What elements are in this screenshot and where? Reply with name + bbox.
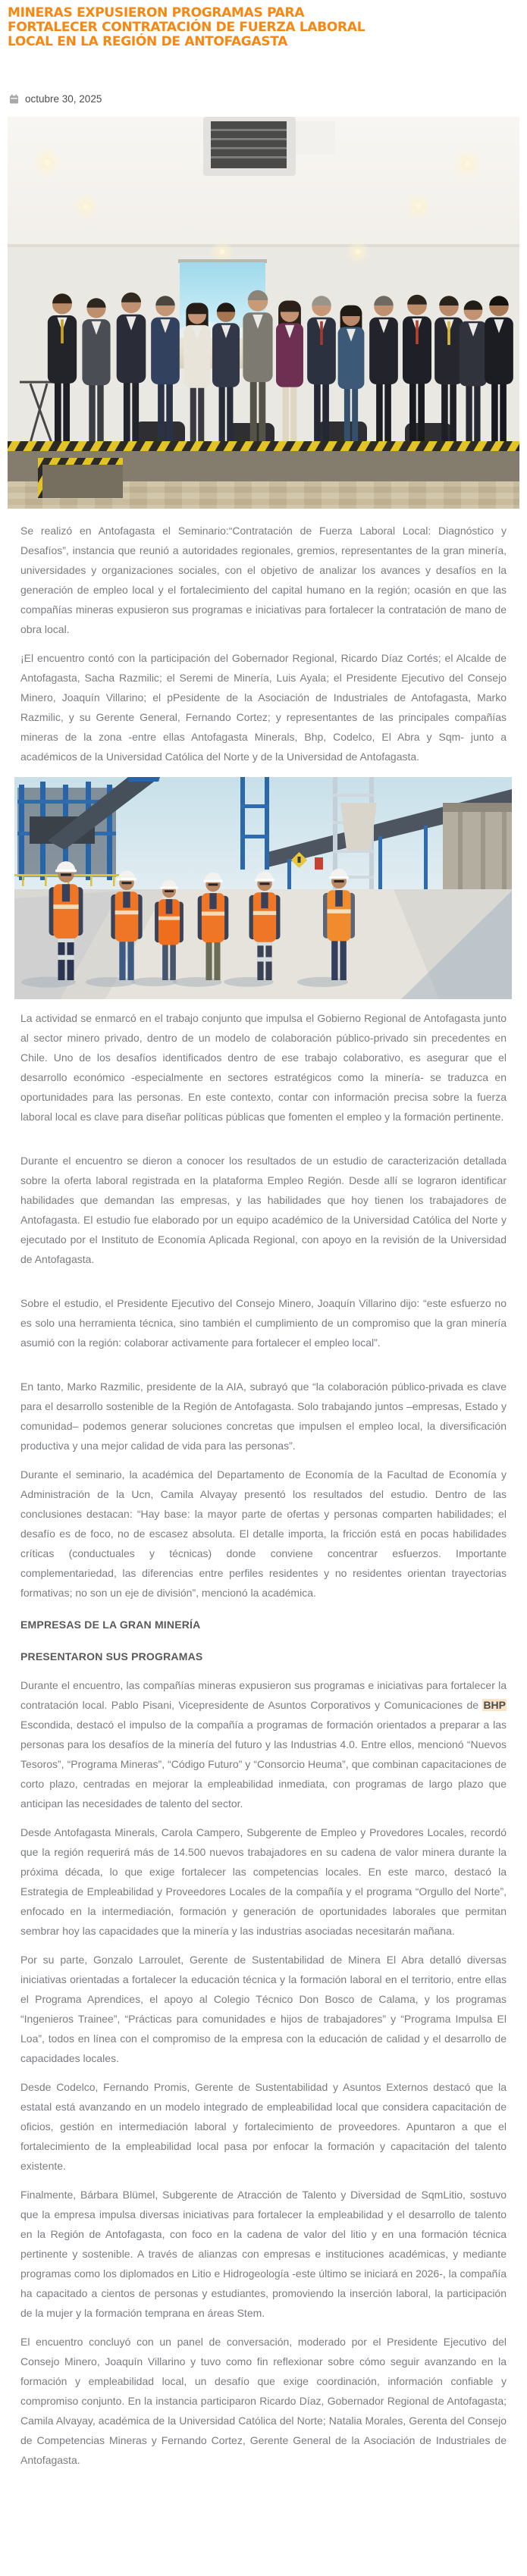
- section-heading: PRESENTARON SUS PROGRAMAS: [20, 1650, 203, 1662]
- building-right: [443, 803, 512, 891]
- hazard-tape-strip: [8, 441, 519, 451]
- bhp-text-before: Durante el encuentro, las compañías mineras expusieron sus programas e iniciativas para fortalecer la contratación local. Pablo Pisani, Vicepresidente de Asuntos Corporativos y Comunicaciones de: [20, 1679, 507, 1711]
- paragraph: Desde Antofagasta Minerals, Carola Campero, Subgerente de Empleo y Provedores Locales, recordó que la región requerirá más de 14.500 nuevos trabajadores en su cadena de valor minera durante la próxima década, lo que exige fortalecer las competencias locales. En este marco, destacó la Estrategia de Empleabilidad y Proveedores Locales de la compañía y el programa “Orgullo del Norte”, enfocado en la intermediación, formación y generación de oportunidades laborales que permitan sembrar hoy las capacidades que la minería y las industrias asociadas necesitarán mañana.: [20, 1826, 507, 1937]
- seminar-group-photo: [8, 117, 519, 509]
- paragraph: Se realizó en Antofagasta el Seminario:“Contratación de Fuerza Laboral Local: Diagnóstico y Desafíos”, instancia que reunió a autoridades regionales, gremios, representantes de la gran minería, universidades y organizaciones sociales, con el objetivo de analizar los avances y desafíos en la generación de empleo local y el fortalecimiento del capital humano en la región; ocasión en que las compañías mineras expusieron sus programas e iniciativas para fortalecer la contratación de mano de obra local.: [20, 525, 507, 635]
- post-date-label: octubre 30, 2025: [25, 93, 102, 105]
- section-heading: EMPRESAS DE LA GRAN MINERÍA: [20, 1619, 201, 1631]
- paragraph: La actividad se enmarcó en el trabajo conjunto que impulsa el Gobierno Regional de Antofagasta junto al sector minero privado, dentro de un modelo de colaboración público-privado sin precedentes en Chile. Uno de los desafíos identificados dentro de ese trabajo colaborativo, es asegurar que el desarrollo económico -especialmente en sectores estratégicos como la minería- se traduzca en oportunidades para las personas. En este contexto, contar con información precisa sobre la fuerza laboral local es clave para diseñar políticas públicas que fomenten el empleo y la formación pertinente.: [20, 1012, 507, 1123]
- title-line: LOCAL EN LA REGIÓN DE ANTOFAGASTA: [8, 34, 288, 49]
- paragraph: El encuentro concluyó con un panel de conversación, moderado por el Presidente Ejecutivo del Consejo Minero, Joaquín Villarino y tuvo como fin reflexionar sobre cómo seguir avanzando en la formación y empleabilidad local, un desafío que exige coordinación, información confiable y compromiso conjunto. En la instancia participaron Ricardo Díaz, Gobernador Regional de Antofagasta; Camila Alvayay, académica de la Universidad Católica del Norte; Natalia Morales, Gerenta del Consejo de Competencias Mineras y Fernando Cortez, Gerente General de la Asociación de Industriales de Antofagasta.: [20, 2336, 507, 2466]
- paragraph-bhp: [20, 1675, 507, 1813]
- paragraph: Finalmente, Bárbara Blümel, Subgerente de Atracción de Talento y Diversidad de SqmLitio, sostuvo que la empresa impulsa diversas iniciativas para fortalecer la empleabilidad y el desarrollo de talento en la Región de Antofagasta, con foco en la cadena de valor del litio y en una formación técnica pertinente y sostenible. A través de alianzas con empresas e instituciones académicas, y mediante programas como los diplomados en Litio e Hidrogeología -este último se iniciará en 2026-, la compañía ha capacitado a cientos de personas y estudiantes, promoviendo la inserción laboral, la participación de la mujer y la formación temprana en áreas Stem.: [20, 2189, 507, 2319]
- paragraph: Desde Codelco, Fernando Promis, Gerente de Sustentabilidad y Asuntos Externos destacó que la estatal está avanzando en un modelo integrado de empleabilidad local que considera capacitación de oficios, gestión en intermediación laboral y fortalecimiento de proveedores. Apuntaron a que el fortalecimiento de la empleabilidad local pasa por enfocar la formación y capacitación del talento existente.: [20, 2081, 507, 2172]
- stage-step-box-illustration: [38, 458, 123, 498]
- paragraph: Durante el seminario, la académica del Departamento de Economía de la Facultad de Economía y Administración de la Ucn, Camila Alvayay presentó los resultados del estudio. Dentro de las conclusiones destacan: “Hay base: la mayor parte de ofertas y personas comparten habilidades; el desafío es de foco, no de escasez absoluta. El detalle importa, la fricción está en pocas habilidades críticas (conductuales y técnicas) donde conviene concentrar esfuerzos. Importante complementariedad, las diferencias entre perfiles residentes y no residentes orientan trayectorias formativas; no son un eje de división”, mencionó la académica.: [20, 1468, 507, 1599]
- paragraph: En tanto, Marko Razmilic, presidente de la AIA, subrayó que “la colaboración público-privada es clave para el desarrollo sostenible de la Región de Antofagasta. Solo trabajando juntos –empresas, Estado y comunidad– podemos generar soluciones concretas que impulsen el empleo local, la diversificación productiva y una mejor calidad de vida para las personas”.: [20, 1380, 507, 1452]
- post-date: [9, 93, 527, 105]
- bhp-text-after: Escondida, destacó el impulso de la compañía a programas de formación orientados a preparar a las personas para los desafíos de la minería del futuro y las Industrias 4.0. Entre ellos, mencionó “Nuevos Tesoros”, “Programa Mineras”, “Código Futuro” y “Consorcio Heuma”, que combinan capacitaciones de corto plazo, centradas en mejorar la empleabilidad inmediata, con programas de largo plazo que anticipan las necesidades de talento del sector.: [20, 1719, 507, 1810]
- paragraph: ¡El encuentro contó con la participación del Gobernador Regional, Ricardo Díaz Cortés; el Alcalde de Antofagasta, Sacha Razmilic; el Seremi de Minería, Luis Ayala; el Presidente Ejecutivo del Consejo Minero, Joaquín Villarino; el pPesidente de la Asociación de Industriales de Antofagasta, Marko Razmilic, y su Gerente General, Fernando Cortez; y representantes de las principales compañías mineras de la zona -entre ellas Antofagasta Minerals, Bhp, Codelco, El Abra y Sqm- junto a académicos de la Universidad Católica del Norte y de la Universidad de Antofagasta.: [20, 652, 507, 763]
- red-sign: [315, 857, 323, 870]
- paragraph: Por su parte, Gonzalo Larroulet, Gerente de Sustentabilidad de Minera El Abra detalló diversas iniciativas orientadas a fortalecer la educación técnica y la formación laboral en el territorio, entre ellas el Programa Aprendices, el apoyo al Colegio Técnico Don Bosco de Calama, y los programas “Ingenieros Trainee”, “Prácticas para comunidades e hijos de trabajadores” y “Programa Impulsa El Loa”, todos en línea con el compromiso de la empresa con la educación de calidad y el desarrollo de capacidades locales.: [20, 1954, 507, 2064]
- mine-workers-photo: [14, 777, 512, 999]
- title-line: MINERAS EXPUSIERON PROGRAMAS PARA: [8, 5, 305, 20]
- highlighted-term: BHP: [483, 1699, 506, 1711]
- page-title: [8, 6, 519, 49]
- mine-photo-illustration: [14, 777, 512, 999]
- calendar-icon: [9, 94, 19, 104]
- paragraph: Sobre el estudio, el Presidente Ejecutivo del Consejo Minero, Joaquín Villarino dijo: “este esfuerzo no es solo una herramienta técnica, sino también el cumplimiento de un compromiso que la gran minería asumió con la región: colaborar activamente para fortalecer el empleo local”.: [20, 1297, 507, 1349]
- title-line: FORTALECER CONTRATACIÓN DE FUERZA LABORAL: [8, 20, 365, 35]
- seminar-photo-illustration: [8, 117, 519, 509]
- paragraph: Durante el encuentro se dieron a conocer los resultados de un estudio de caracterización detallada sobre la oferta laboral registrada en la plataforma Empleo Región. Desde allí se lograron identificar habilidades que demandan las empresas, y las habilidades que hoy tienen los trabajadores de Antofagasta. El estudio fue elaborado por un equipo académico de la Universidad Católica del Norte y ejecutado por el Instituto de Economía Aplicada Regional, con apoyo en la revisión de la Universidad de Antofagasta.: [20, 1155, 507, 1265]
